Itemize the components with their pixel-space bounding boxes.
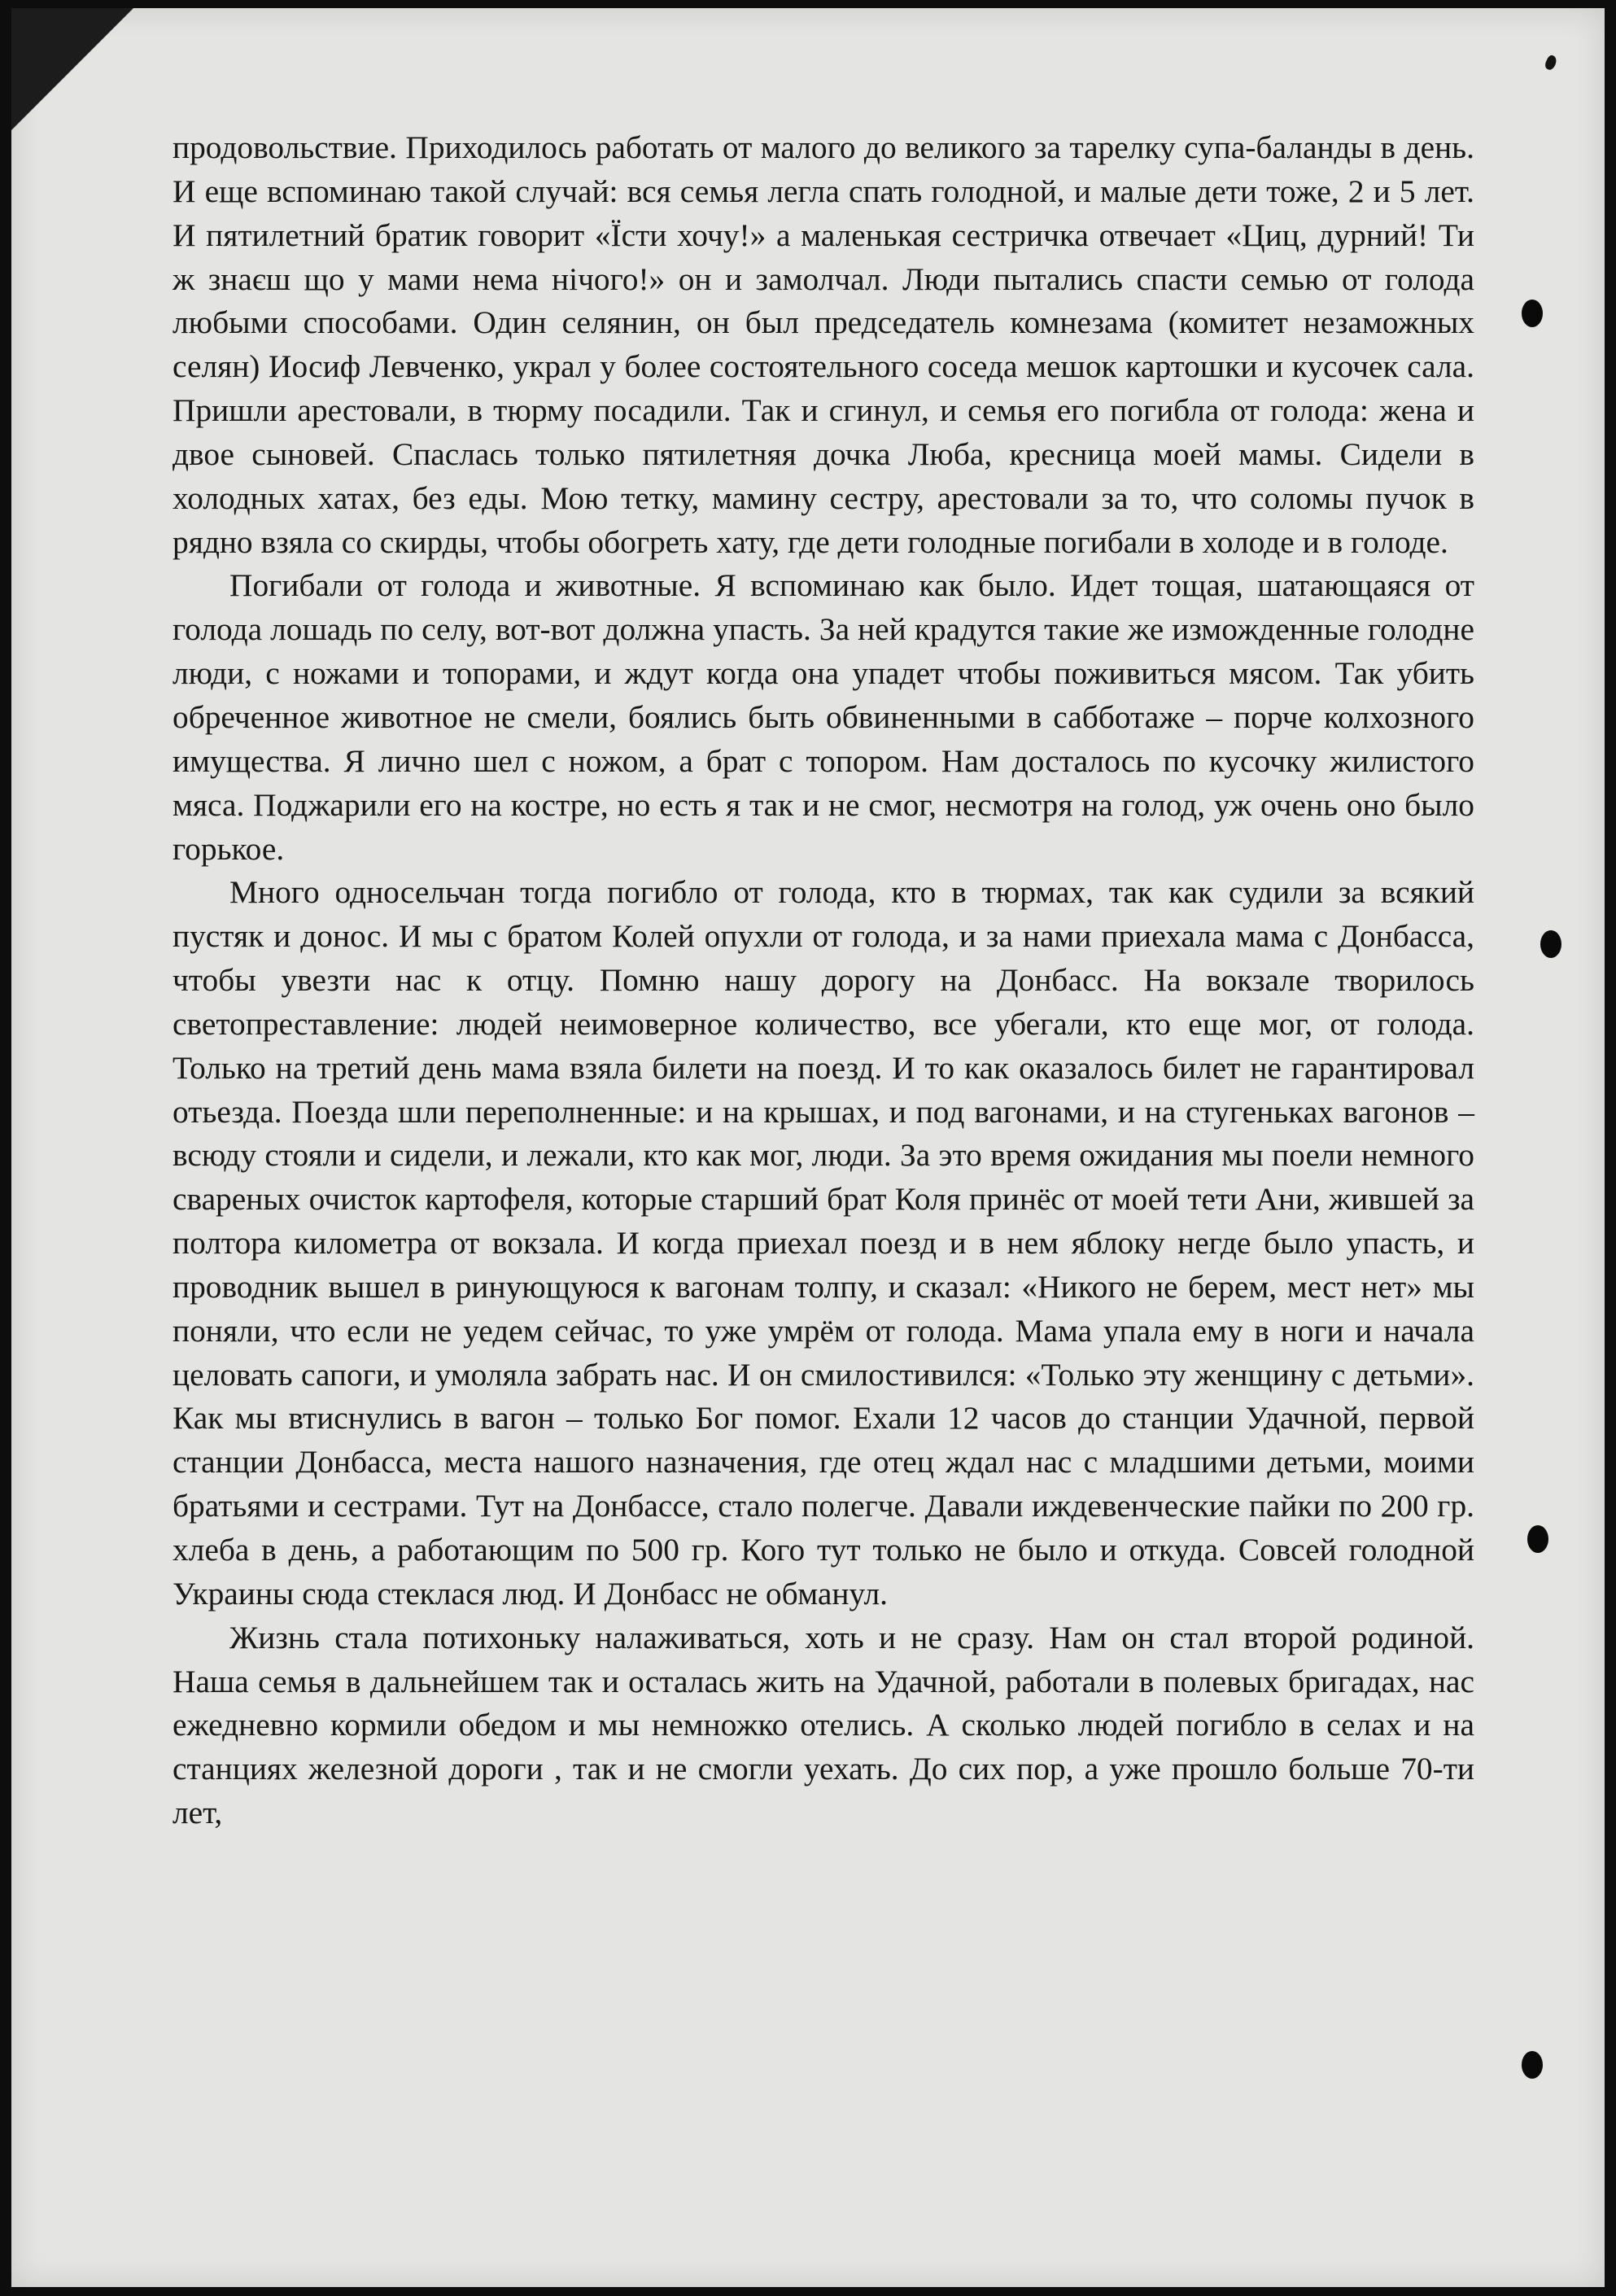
punch-hole-1 <box>1522 300 1543 327</box>
folded-corner <box>11 8 133 130</box>
paragraph-3: Много односельчан тогда погибло от голода, кто в тюрмах, так как судили за всякий пустяк и донос. И мы с братом Колей опухли от голода, и за нами приехала мама с Донбасса, чтобы увезти нас к отцу. Помню нашу дорогу на Донбасс. На вокзале творилось светопреставление: людей неимоверное количество, все убегали, кто еще мог, от голода. Только на третий день мама взяла билети на поезд. И то как оказалось билет не гарантировал отьезда. Поезда шли переполненные: и на крышах, и под вагонами, и на стугеньках вагонов – всюду стояли и сидели, и лежали, кто как мог, люди. За это время ожидания мы поели немного свареных очисток картофеля, которые старший брат Коля принёс от моей тети Ани, жившей за полтора километра от вокзала. И когда приехал поезд и в нем яблоку негде было упасть, и проводник вышел в ринующуюся к вагонам толпу, и сказал: «Никого не берем, мест нет» мы поняли, что если не уедем сейчас, то уже умрём от голода. Мама упала ему в ноги и начала целовать сапоги, и умоляла забрать нас. И он смилостивился: «Только эту женщину с детьми». Как мы втиснулись в вагон – только Бог помог. Ехали 12 часов до станции Удачной, первой станции Донбасса, места нашого назначения, где отец ждал нас с младшими детьми, моими братьями и сестрами. Тут на Донбассе, стало полегче. Давали иждевенческие пайки по 200 гр. хлеба в день, а работающим по 500 гр. Кого тут только не было и откуда. Совсей голодной Украины сюда стеклася люд. И Донбасс не обманул. <box>173 874 1474 1612</box>
paragraph-2: Погибали от голода и животные. Я вспоминаю как было. Идет тощая, шатающаяся от голода лошадь по селу, вот-вот должна упасть. За ней крадутся такие же изможденные голодне люди, с ножами и топорами, и ждут когда она упадет чтобы поживиться мясом. Так убить обреченное животное не смели, боялись быть обвиненными в сабботаже – порче колхозного имущества. Я лично шел с ножом, а брат с топором. Нам досталось по кусочку жилистого мяса. Поджарили его на костре, но есть я так и не смог, несмотря на голод, уж очень оно было горькое. <box>173 567 1474 867</box>
paragraph-1: продовольствие. Приходилось работать от малого до великого за тарелку супа-баланды в день. И еще вспоминаю такой случай: вся семья легла спать голодной, и малые дети тоже, 2 и 5 лет. И пятилетний братик говорит «Їсти хочу!» а маленькая сестричка отвечает «Циц, дурний! Ти ж знаєш що у мами нема нічого!» он и замолчал. Люди пытались спасти семью от голода любыми способами. Один селянин, он был председатель комнезама (комитет незаможных селян) Иосиф Левченко, украл у более состоятельного соседа мешок картошки и кусочек сала. Пришли арестовали, в тюрму посадили. Так и сгинул, и семья его погибла от голода: жена и двое сыновей. Спаслась только пятилетняя дочка Люба, кресница моей мамы. Сидели в холодных хатах, без еды. Мою тетку, мамину сестру, арестовали за то, что соломы пучок в рядно взяла со скирды, чтобы обогреть хату, где дети голодные погибали в холоде и в голоде. <box>173 129 1474 560</box>
paragraph-4: Жизнь стала потихоньку налаживаться, хоть и не сразу. Нам он стал второй родиной. Наша семья в дальнейшем так и осталась жить на Удачной, работали в полевых бригадах, нас ежедневно кормили обедом и мы немножко отелись. А сколько людей погибло в селах и на станциях железной дороги , так и не смогли уехать. До сих пор, а уже прошло больше 70-ти лет, <box>173 1619 1474 1831</box>
document-text <box>173 126 1474 1835</box>
punch-hole-2 <box>1540 930 1561 958</box>
punch-hole-3 <box>1527 1525 1548 1553</box>
punch-hole-4 <box>1522 2051 1543 2079</box>
